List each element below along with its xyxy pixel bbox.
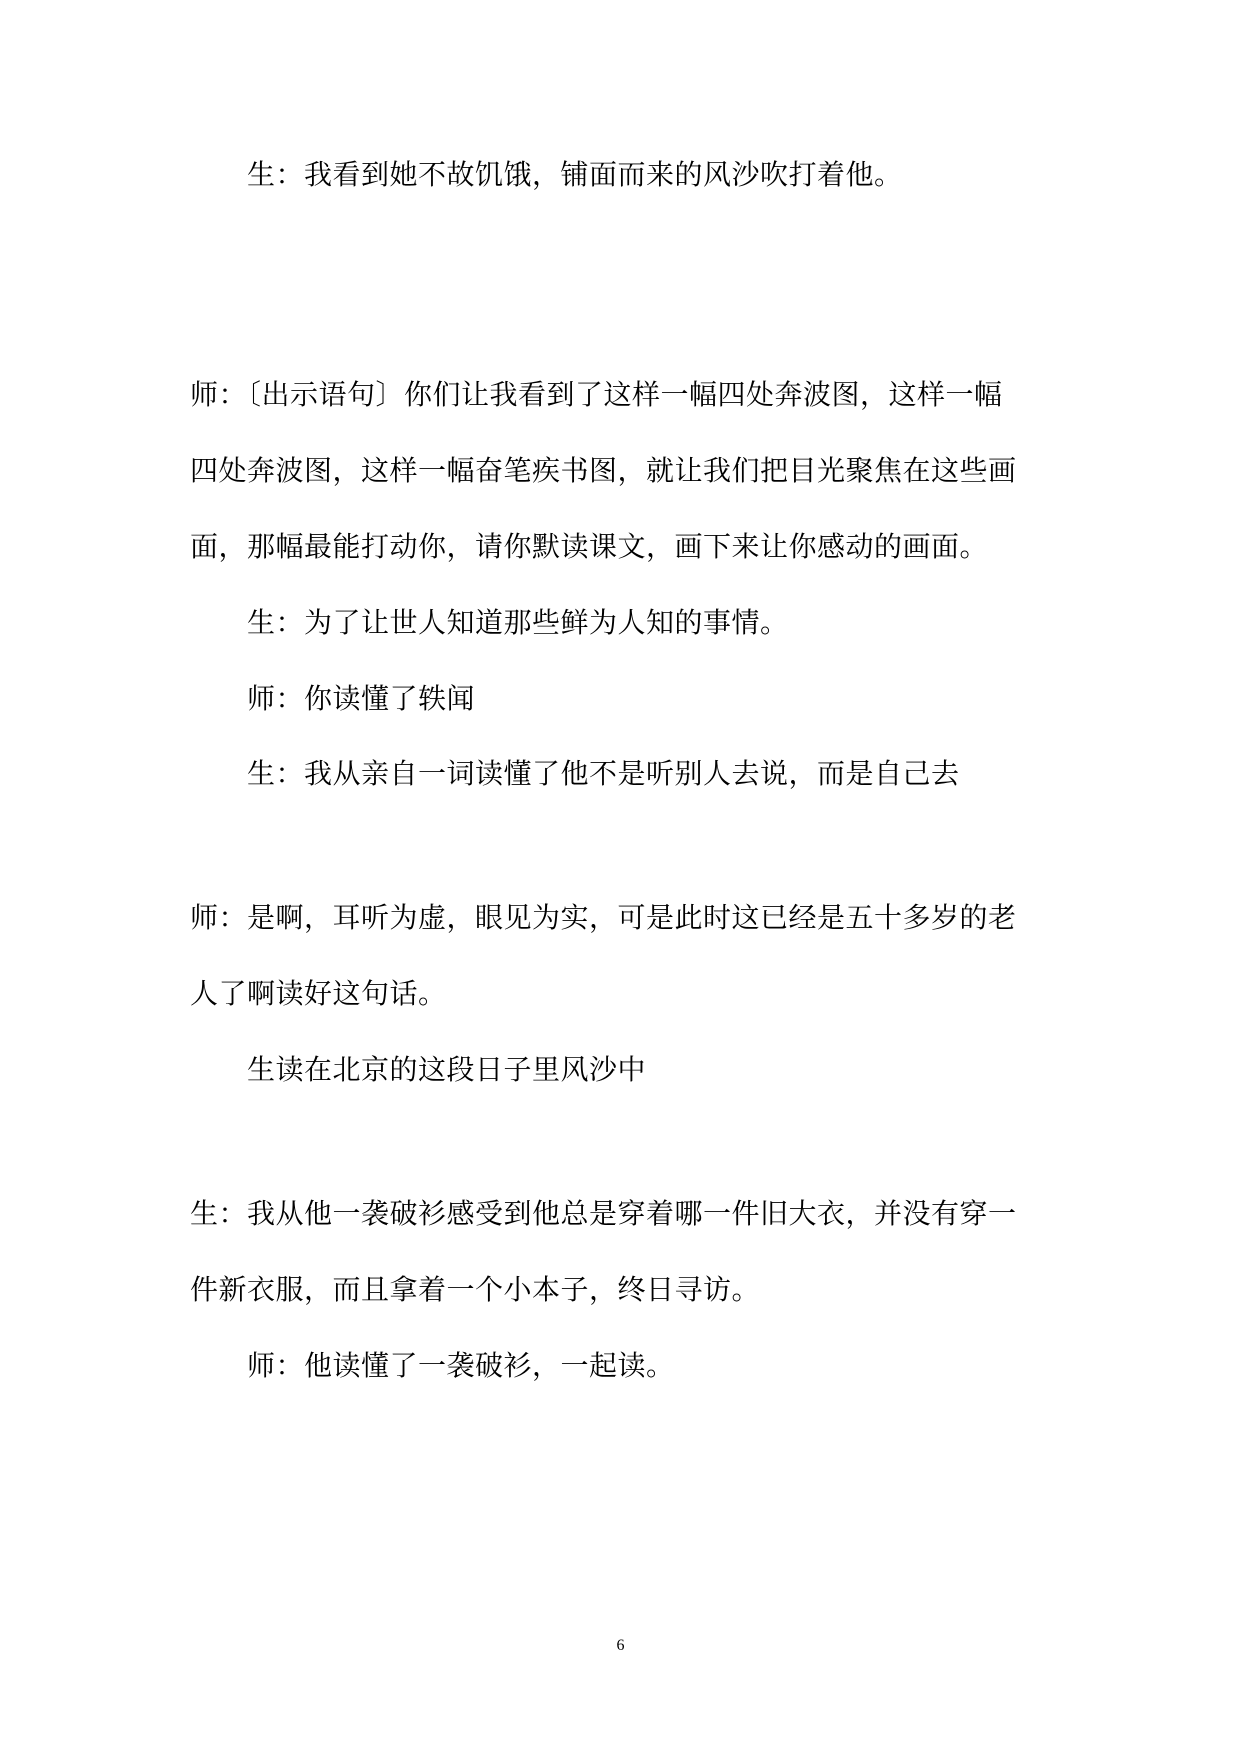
paragraph-line: 人了啊读好这句话。 — [190, 977, 447, 1010]
paragraph-line: 生：我从亲自一词读懂了他不是听别人去说，而是自己去 — [247, 757, 960, 790]
paragraph-line: 生：我从他一袭破衫感受到他总是穿着哪一件旧大衣，并没有穿一 — [190, 1197, 1017, 1230]
page-number: 6 — [616, 1637, 625, 1654]
paragraph-line: 面，那幅最能打动你，请你默读课文，画下来让你感动的画面。 — [190, 530, 989, 563]
paragraph-line: 生：为了让世人知道那些鲜为人知的事情。 — [247, 606, 789, 639]
paragraph-line: 师：他读懂了一袭破衫，一起读。 — [247, 1349, 675, 1382]
paragraph-line: 件新衣服，而且拿着一个小本子，终日寻访。 — [190, 1273, 761, 1306]
paragraph-line: 师：是啊，耳听为虚，眼见为实，可是此时这已经是五十多岁的老 — [190, 901, 1017, 934]
paragraph-line: 四处奔波图，这样一幅奋笔疾书图，就让我们把目光聚焦在这些画 — [190, 454, 1017, 487]
paragraph-line: 师：你读懂了轶闻 — [247, 682, 476, 715]
paragraph-line: 师：〔出示语句〕你们让我看到了这样一幅四处奔波图，这样一幅 — [190, 378, 1003, 411]
paragraph-line: 生读在北京的这段日子里风沙中 — [247, 1053, 647, 1086]
paragraph-line: 生：我看到她不故饥饿，铺面而来的风沙吹打着他。 — [247, 158, 903, 191]
